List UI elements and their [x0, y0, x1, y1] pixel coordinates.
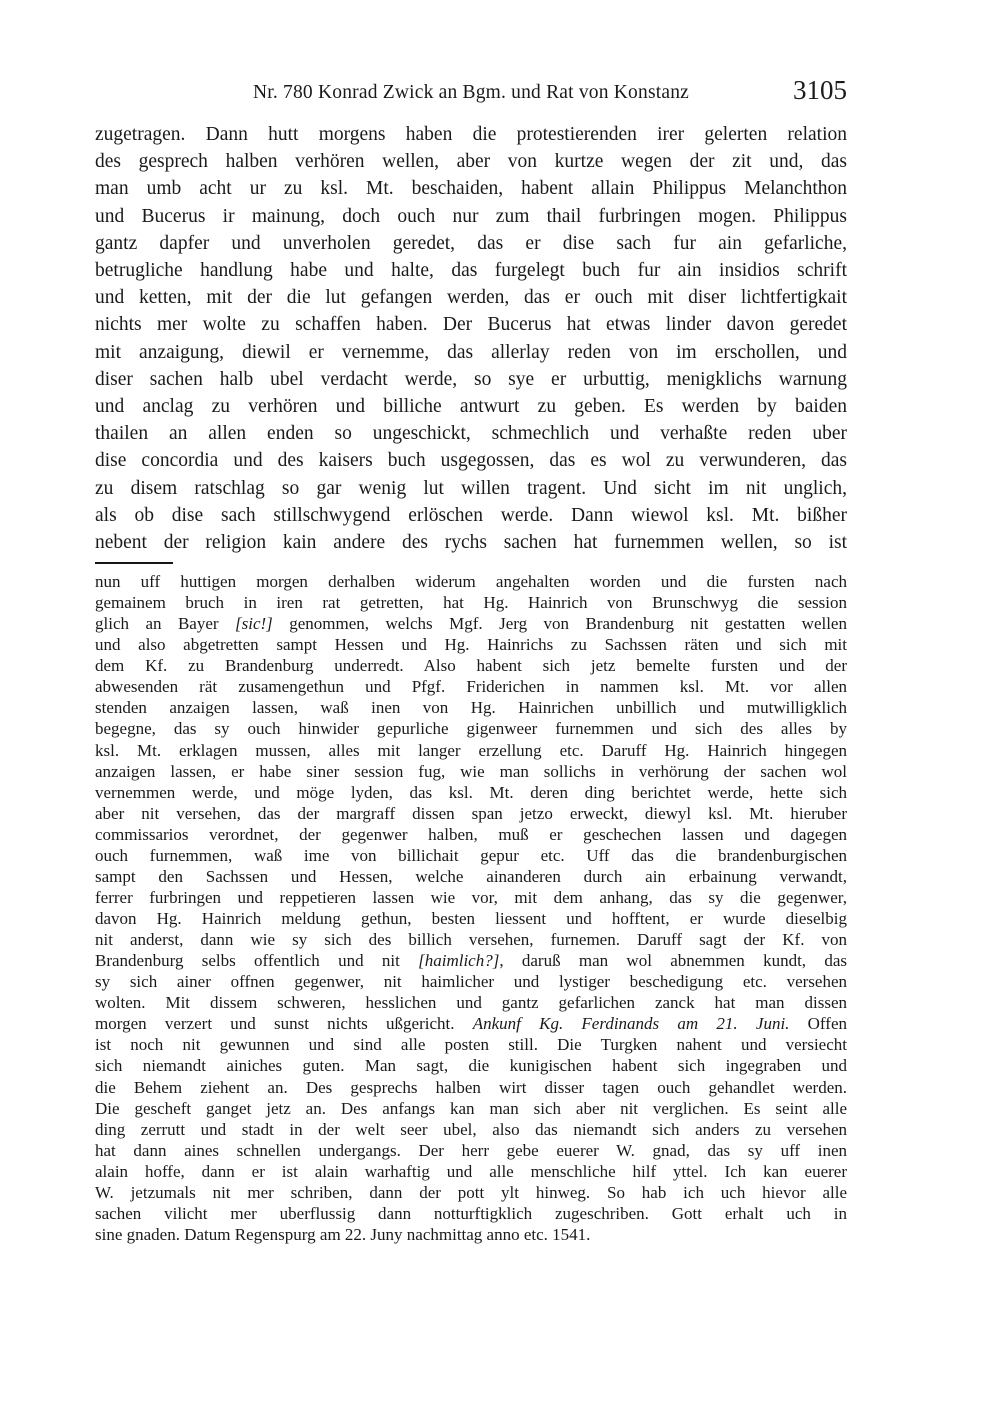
italic-text: [sic!]: [234, 614, 273, 634]
text-line: als ob dise sach stillschwygend erlöschen werde. Dann wiewol ksl. Mt. bißher: [95, 504, 847, 526]
text-line: ist noch nit gewunnen und sind alle posten still. Die Turgken nahent und versiecht: [95, 1035, 847, 1055]
text-line: betrugliche handlung habe und halte, das furgelegt buch fur ain insidios schrift: [95, 260, 847, 282]
page-number: 3105: [793, 75, 847, 105]
text-line: alain hoffe, dann er ist alain warhaftig und alle menschliche hilf yttel. Ich kan euerer: [95, 1161, 847, 1181]
text-line: Die gescheft ganget jetz an. Des anfangs kan man sich aber nit verglichen. Es seint alle: [95, 1098, 847, 1118]
footnote-separator-rule: [95, 562, 173, 564]
text-line: ferrer furbringen und reppetieren lassen wie vor, mit dem anhang, das sy die gegenwer,: [95, 887, 847, 907]
text-line: sampt den Sachssen und Hessen, welche ainanderen durch ain erbainung verwandt,: [95, 866, 847, 886]
text-line: sy sich ainer offnen gegenwer, nit haimlicher und lystiger beschedigung etc. versehen: [95, 972, 847, 992]
running-header: [95, 75, 847, 112]
text-line: die Behem ziehent an. Des gesprechs halben wirt disser tagen ouch gehandlet werden.: [95, 1077, 847, 1097]
italic-text: [haimlich?]: [418, 951, 500, 971]
text-line: ding zerrutt und stadt in der welt seer ubel, also das niemandt sich anders zu versehen: [95, 1119, 847, 1139]
text-line: und ketten, mit der die lut gefangen werden, das er ouch mit diser lichtfertigkait: [95, 287, 847, 309]
text-line: morgen verzert und sunst nichts ußgericht. Ankunf Kg. Ferdinands am 21. Juni. Offen: [95, 1014, 847, 1034]
text-line: des gesprech halben verhören wellen, aber von kurtze wegen der zit und, das: [95, 151, 847, 173]
text-line: zu disem ratschlag so gar wenig lut willen tragent. Und sicht im nit unglich,: [95, 477, 847, 499]
text-line: nun uff huttigen morgen derhalben widerum angehalten worden und die fursten nach: [95, 572, 847, 591]
text-line: sich niemandt ainiches guten. Man sagt, die kunigischen habent sich ingegraben und: [95, 1056, 847, 1076]
text-line: sine gnaden. Datum Regenspurg am 22. Juny nachmittag anno etc. 1541.: [95, 1224, 591, 1244]
text-line: wolten. Mit dissem schweren, hesslichen und gantz gefarlichen zanck hat man dissen: [95, 993, 847, 1013]
text-line: und anclag zu verhören und billiche antwurt zu geben. Es werden by baiden: [95, 396, 847, 418]
text-line: davon Hg. Hainrich meldung gethun, besten liessent und hofftent, er wurde dieselbig: [95, 909, 847, 928]
text-line: dise concordia und des kaisers buch usgegossen, das es wol zu verwunderen, das: [95, 450, 847, 472]
text-line: und also abgetretten sampt Hessen und Hg. Hainrichs zu Sachssen räten und sich mit: [95, 635, 847, 655]
text-line: man umb acht ur zu ksl. Mt. beschaiden, habent allain Philippus Melanchthon: [95, 178, 847, 200]
text-line: zugetragen. Dann hutt morgens haben die protestierenden irer gelerten relation: [95, 124, 847, 145]
text-line: commissarios verordnet, der gegenwer halben, muß er geschechen lassen und dagegen: [95, 824, 847, 844]
text-line: W. jetzumals nit mer schriben, dann der pott ylt hinweg. So hab ich uch hievor alle: [95, 1182, 847, 1202]
footnote-text: [95, 571, 847, 1245]
text-line: anzaigen lassen, er habe siner session fug, wie man sollichs in verhörung der sachen wol: [95, 761, 847, 781]
text-line: nit anderst, dann wie sy sich des billich versehen, furnemen. Daruff sagt der Kf. von: [95, 930, 847, 950]
text-line: dem Kf. zu Brandenburg underredt. Also habent sich jetz bemelte fursten und der: [95, 656, 847, 676]
text-line: begegne, das sy ouch hinwider gepurliche gigenweer furnemmen und sich des alles by: [95, 719, 847, 739]
text-line: diser sachen halb ubel verdacht werde, so sye er urbuttig, menigklichs warnung: [95, 368, 847, 390]
text-line: abwesenden rät zusamengethun und Pfgf. Friderichen in nammen ksl. Mt. vor allen: [95, 677, 847, 697]
text-line: mit anzaigung, diewil er vernemme, das allerlay reden von im erschollen, und: [95, 341, 847, 363]
text-line: ouch furnemmen, waß ime von billichait gepur etc. Uff das die brandenburgischen: [95, 845, 847, 865]
text-line: sachen vilicht mer uberflussig dann notturftigklich zugeschriben. Gott erhalt uch in: [95, 1203, 847, 1223]
text-line: hat dann aines schnellen undergangs. Der herr gebe euerer W. gnad, das sy uff inen: [95, 1140, 847, 1160]
text-line: thailen an allen enden so ungeschickt, schmechlich und verhaßte reden uber: [95, 423, 847, 445]
text-line: glich an Bayer [sic!] genommen, welchs Mgf. Jerg von Brandenburg nit gestatten wellen: [95, 614, 847, 634]
italic-text: Ankunf Kg. Ferdinands am 21. Juni.: [472, 1014, 790, 1034]
text-line: gantz dapfer und unverholen geredet, das er dise sach fur ain gefarliche,: [95, 232, 847, 254]
header-title: Nr. 780 Konrad Zwick an Bgm. und Rat von Konstanz: [252, 82, 690, 103]
text-line: und Bucerus ir mainung, doch ouch nur zum thail furbringen mogen. Philippus: [95, 205, 847, 227]
text-line: ksl. Mt. erklagen mussen, alles mit langer erzellung etc. Daruff Hg. Hainrich hingegen: [95, 740, 847, 760]
text-line: Brandenburg selbs offentlich und nit [haimlich?], daruß man wol abnemmen kundt, das: [95, 951, 847, 971]
text-line: stenden anzaigen lassen, waß inen von Hg. Hainrichen unbillich und mutwilligklich: [95, 698, 847, 718]
text-line: nebent der religion kain andere des rychs sachen hat furnemmen wellen, so ist: [95, 532, 847, 554]
body-text: [95, 121, 847, 556]
text-line: vernemmen werde, und möge lyden, das ksl. Mt. deren ding berichtet werde, hette sich: [95, 782, 847, 802]
text-line: aber nit versehen, das der margraff dissen span jetzo erweckt, diewyl ksl. Mt. hieruber: [95, 803, 847, 823]
text-line: nichts mer wolte zu schaffen haben. Der Bucerus hat etwas linder davon geredet: [95, 314, 847, 336]
text-line: gemainem bruch in iren rat getretten, hat Hg. Hainrich von Brunschwyg die session: [95, 593, 847, 613]
